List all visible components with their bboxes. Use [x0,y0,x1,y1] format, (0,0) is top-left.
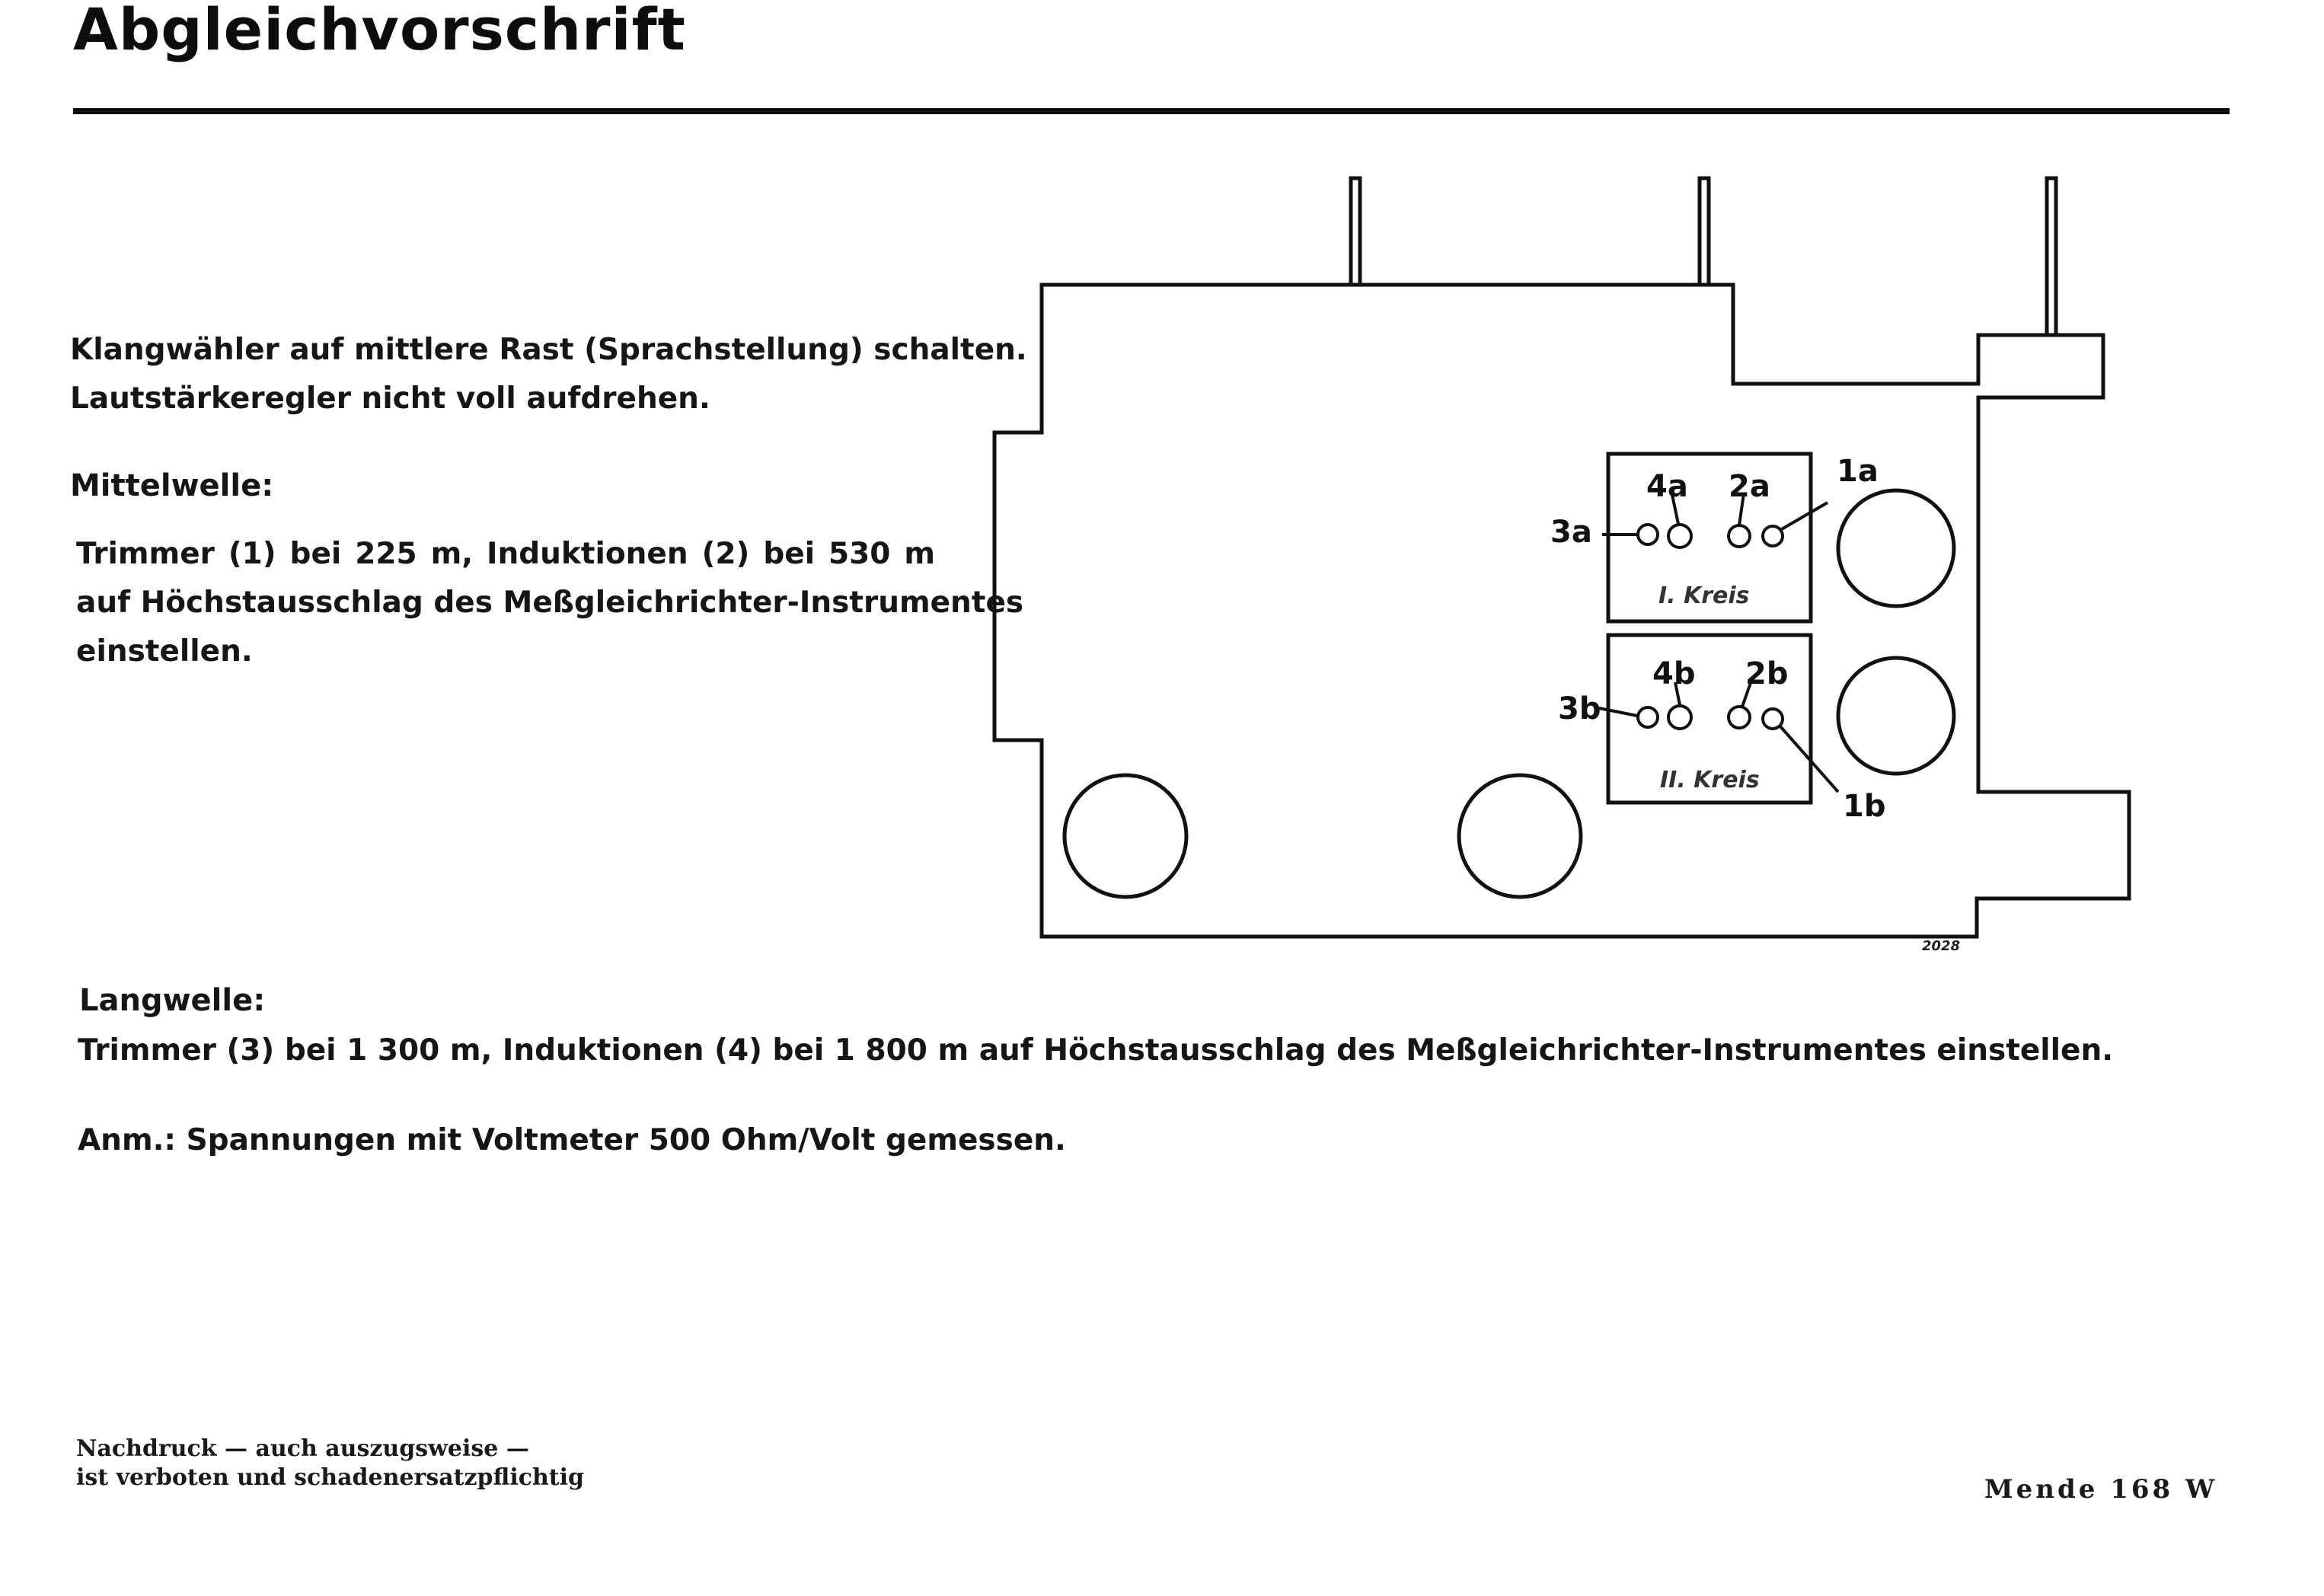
label-1b: 1b [1843,789,1886,824]
kreis-1-label: I. Kreis [1658,583,1750,609]
mittelwelle-line-1: Trimmer (1) bei 225 m, Induktionen (2) bei 530 m [76,537,935,571]
trimmer-hole-1a [1763,526,1783,546]
label-1a: 1a [1837,454,1879,489]
trimmer-hole-3a [1638,525,1658,544]
label-3a: 3a [1550,515,1592,550]
footer-line-1: Nachdruck — auch auszugsweise — [76,1435,529,1462]
mittelwelle-heading: Mittelwelle: [70,468,274,503]
chassis-outline [994,285,2129,937]
kreis-2-label: II. Kreis [1660,767,1760,793]
note-text: Spannungen mit Voltmeter 500 Ohm/Volt gemessen. [186,1123,1066,1157]
tube-socket-circle [1459,775,1581,897]
label-2a: 2a [1729,469,1770,504]
mittelwelle-line-3: einstellen. [76,634,253,669]
drawing-number: 2028 [1922,938,1961,954]
tube-socket-circle [1065,775,1186,897]
page-title: Abgleichvorschrift [73,0,686,63]
trimmer-hole-1b [1763,709,1783,729]
trimmer-hole-2a [1729,525,1750,547]
langwelle-line-1: Trimmer (3) bei 1 300 m, Induktionen (4) bei 1 800 m auf Höchstausschlag des Meßgleichrichter-Instrumentes einstellen. [78,1033,2114,1068]
intro-line-2: Lautstärkeregler nicht voll aufdrehen. [70,381,710,416]
label-4b: 4b [1652,656,1696,691]
model-mark: Mende 168 W [1984,1474,2218,1505]
trimmer-hole-4a [1668,525,1691,547]
langwelle-heading: Langwelle: [79,983,266,1018]
label-3b: 3b [1558,691,1601,726]
label-2b: 2b [1745,656,1789,691]
label-4a: 4a [1646,469,1688,504]
trimmer-rods [1351,178,2056,335]
footer-line-2: ist verboten und schadenersatzpflichtig [76,1464,585,1491]
mittelwelle-line-2: auf Höchstausschlag des Meßgleichrichter-Instrumentes [76,586,1024,620]
tube-socket-circle [1838,490,1954,606]
trimmer-hole-4b [1668,706,1691,729]
trimmer-hole-2b [1729,707,1750,728]
trimmer-hole-3b [1638,707,1658,727]
note-label: Anm.: [78,1123,176,1157]
intro-line-1: Klangwähler auf mittlere Rast (Sprachstellung) schalten. [70,333,1027,367]
tube-socket-circle [1838,658,1954,774]
